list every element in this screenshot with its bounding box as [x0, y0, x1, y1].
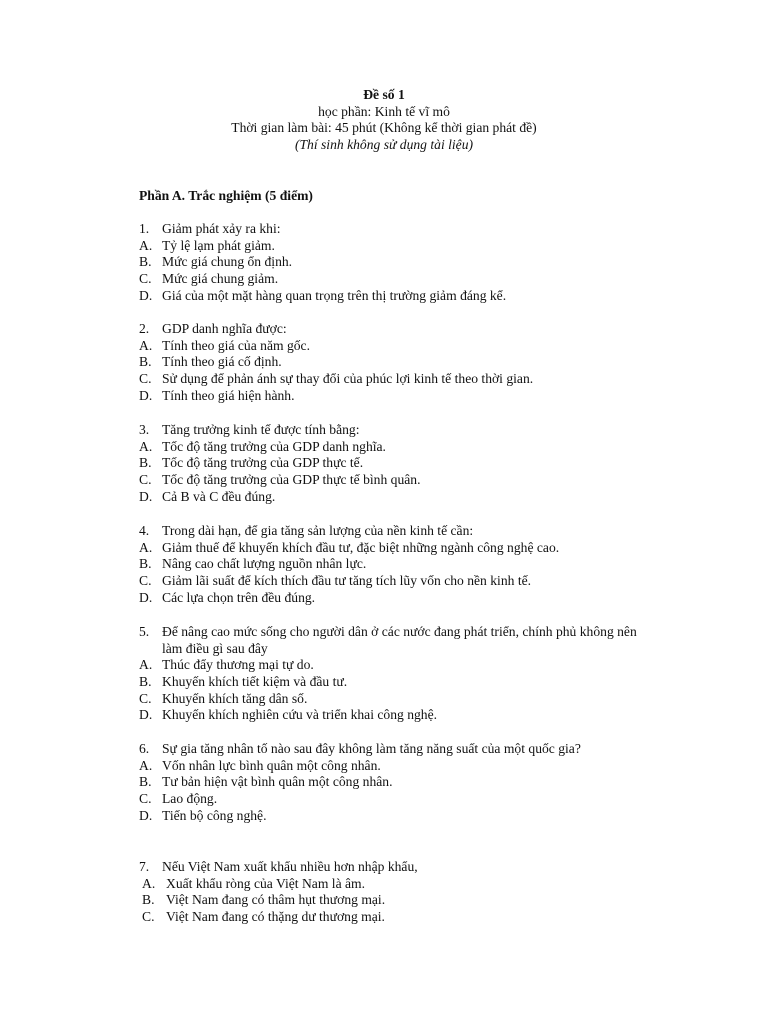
option-letter: D. — [139, 488, 153, 504]
question-number: 2. — [139, 321, 150, 336]
option-b — [139, 354, 659, 371]
question-text: Sự gia tăng nhân tố nào sau đây không làm tăng năng suất của một quốc gia? — [162, 741, 581, 756]
question-stem — [139, 422, 659, 439]
option-text: Tính theo giá của năm gốc. — [162, 337, 310, 353]
option-text: Vốn nhân lực bình quân một công nhân. — [162, 757, 381, 773]
option-text: Cả B và C đều đúng. — [162, 488, 276, 504]
option-text: Thúc đẩy thương mại tự do. — [162, 657, 314, 673]
option-text: Nâng cao chất lượng nguồn nhân lực. — [162, 556, 367, 572]
question-4 — [139, 523, 659, 606]
question-stem — [139, 859, 659, 876]
question-number: 5. — [139, 624, 150, 639]
question-text: Giảm phát xảy ra khi: — [162, 221, 281, 236]
exam-title: Đề số 1 — [363, 87, 405, 102]
option-b — [139, 455, 659, 472]
question-text: Trong dài hạn, để gia tăng sản lượng của nền kinh tế cần: — [162, 523, 474, 538]
option-letter: B. — [139, 354, 152, 370]
option-text: Giảm thuế để khuyến khích đầu tư, đặc biệt những ngành công nghệ cao. — [162, 539, 560, 555]
option-text: Tốc độ tăng trưởng của GDP danh nghĩa. — [162, 438, 386, 454]
option-c — [139, 691, 659, 708]
option-text: Tỷ lệ lạm phát giảm. — [162, 237, 275, 253]
option-b — [139, 556, 659, 573]
question-number: 6. — [139, 741, 150, 756]
option-letter: A. — [139, 337, 153, 353]
option-text: Mức giá chung ổn định. — [162, 254, 293, 270]
question-5 — [139, 624, 659, 724]
option-text: Khuyến khích tiết kiệm và đầu tư. — [162, 674, 348, 690]
option-text: Tốc độ tăng trưởng của GDP thực tế bình quân. — [162, 472, 421, 488]
option-a — [139, 238, 659, 255]
option-text: Giảm lãi suất để kích thích đầu tư tăng tích lũy vốn cho nền kinh tế. — [162, 573, 532, 589]
question-stem — [139, 741, 699, 758]
option-a — [139, 439, 659, 456]
question-stem — [139, 523, 659, 540]
option-text: Việt Nam đang có thâm hụt thương mại. — [166, 892, 386, 908]
option-text: Tư bản hiện vật bình quân một công nhân. — [162, 774, 393, 790]
question-3 — [139, 422, 659, 505]
option-a — [139, 657, 659, 674]
option-d — [139, 288, 659, 305]
option-d — [139, 707, 659, 724]
option-letter: D. — [139, 387, 153, 403]
question-2 — [139, 321, 659, 404]
option-a — [139, 338, 659, 355]
option-letter: D. — [139, 707, 153, 723]
question-text: Nếu Việt Nam xuất khẩu nhiều hơn nhập khẩu, — [162, 859, 418, 874]
option-c — [139, 573, 659, 590]
exam-time: Thời gian làm bài: 45 phút (Không kể thời gian phát đề) — [231, 120, 537, 136]
question-number: 1. — [139, 221, 150, 236]
option-text: Mức giá chung giảm. — [162, 271, 279, 287]
option-letter: D. — [139, 287, 153, 303]
option-letter: D. — [139, 807, 153, 823]
option-letter: D. — [139, 589, 153, 605]
option-a — [139, 758, 699, 775]
option-text: Tiến bộ công nghệ. — [162, 807, 267, 823]
option-letter: C. — [139, 573, 152, 589]
option-a — [139, 876, 659, 893]
question-text: Để nâng cao mức sống cho người dân ở các nước đang phát triển, chính phủ không nên làm điều gì sau đây — [162, 624, 637, 656]
option-text: Giá của một mặt hàng quan trọng trên thị trường giảm đáng kể. — [162, 287, 507, 303]
option-c — [139, 271, 659, 288]
option-d — [139, 808, 699, 825]
exam-note: (Thí sinh không sử dụng tài liệu) — [294, 137, 474, 153]
option-letter: C. — [139, 271, 152, 287]
option-c — [139, 371, 659, 388]
question-text: GDP danh nghĩa được: — [162, 321, 287, 336]
option-letter: A. — [139, 757, 153, 773]
option-c — [139, 791, 699, 808]
option-b — [139, 774, 699, 791]
question-number: 7. — [139, 859, 150, 874]
option-text: Lao động. — [162, 791, 218, 807]
option-letter: A. — [139, 539, 153, 555]
exam-subject: học phần: Kinh tế vĩ mô — [318, 103, 450, 119]
option-text: Tốc độ tăng trưởng của GDP thực tế. — [162, 455, 364, 471]
question-stem — [139, 321, 659, 338]
question-stem — [139, 221, 659, 238]
option-d — [139, 590, 659, 607]
option-text: Việt Nam đang có thặng dư thương mại. — [166, 909, 385, 925]
option-c — [139, 472, 659, 489]
option-letter: A. — [139, 438, 153, 454]
option-letter: C. — [139, 472, 152, 488]
option-letter: B. — [139, 674, 152, 690]
option-letter: C. — [139, 791, 152, 807]
option-text: Sử dụng để phản ánh sự thay đổi của phúc lợi kinh tế theo thời gian. — [162, 371, 534, 387]
question-7 — [139, 859, 659, 926]
option-b — [139, 892, 659, 909]
option-letter: C. — [139, 690, 152, 706]
exam-header — [0, 87, 768, 154]
option-c — [139, 909, 659, 926]
option-letter: C. — [139, 371, 152, 387]
question-text: Tăng trưởng kinh tế được tính bằng: — [162, 422, 360, 437]
option-letter: A. — [142, 875, 156, 891]
question-1 — [139, 221, 659, 304]
option-letter: C. — [142, 909, 155, 925]
option-letter: A. — [139, 657, 153, 673]
option-text: Tính theo giá cố định. — [162, 354, 282, 370]
section-a-title: Phần A. Trắc nghiệm (5 điểm) — [139, 188, 313, 203]
option-d — [139, 388, 659, 405]
option-d — [139, 489, 659, 506]
question-stem — [139, 624, 659, 657]
option-text: Xuất khẩu ròng của Việt Nam là âm. — [166, 875, 366, 891]
option-b — [139, 674, 659, 691]
option-letter: B. — [139, 774, 152, 790]
option-letter: B. — [142, 892, 155, 908]
option-letter: B. — [139, 556, 152, 572]
option-letter: A. — [139, 237, 153, 253]
option-text: Khuyến khích nghiên cứu và triển khai công nghệ. — [162, 707, 438, 723]
option-letter: B. — [139, 455, 152, 471]
question-number: 3. — [139, 422, 150, 437]
option-a — [139, 540, 659, 557]
option-text: Tính theo giá hiện hành. — [162, 387, 295, 403]
option-text: Các lựa chọn trên đều đúng. — [162, 589, 316, 605]
option-letter: B. — [139, 254, 152, 270]
question-6 — [139, 741, 699, 824]
option-text: Khuyến khích tăng dân số. — [162, 690, 308, 706]
option-b — [139, 254, 659, 271]
question-number: 4. — [139, 523, 150, 538]
